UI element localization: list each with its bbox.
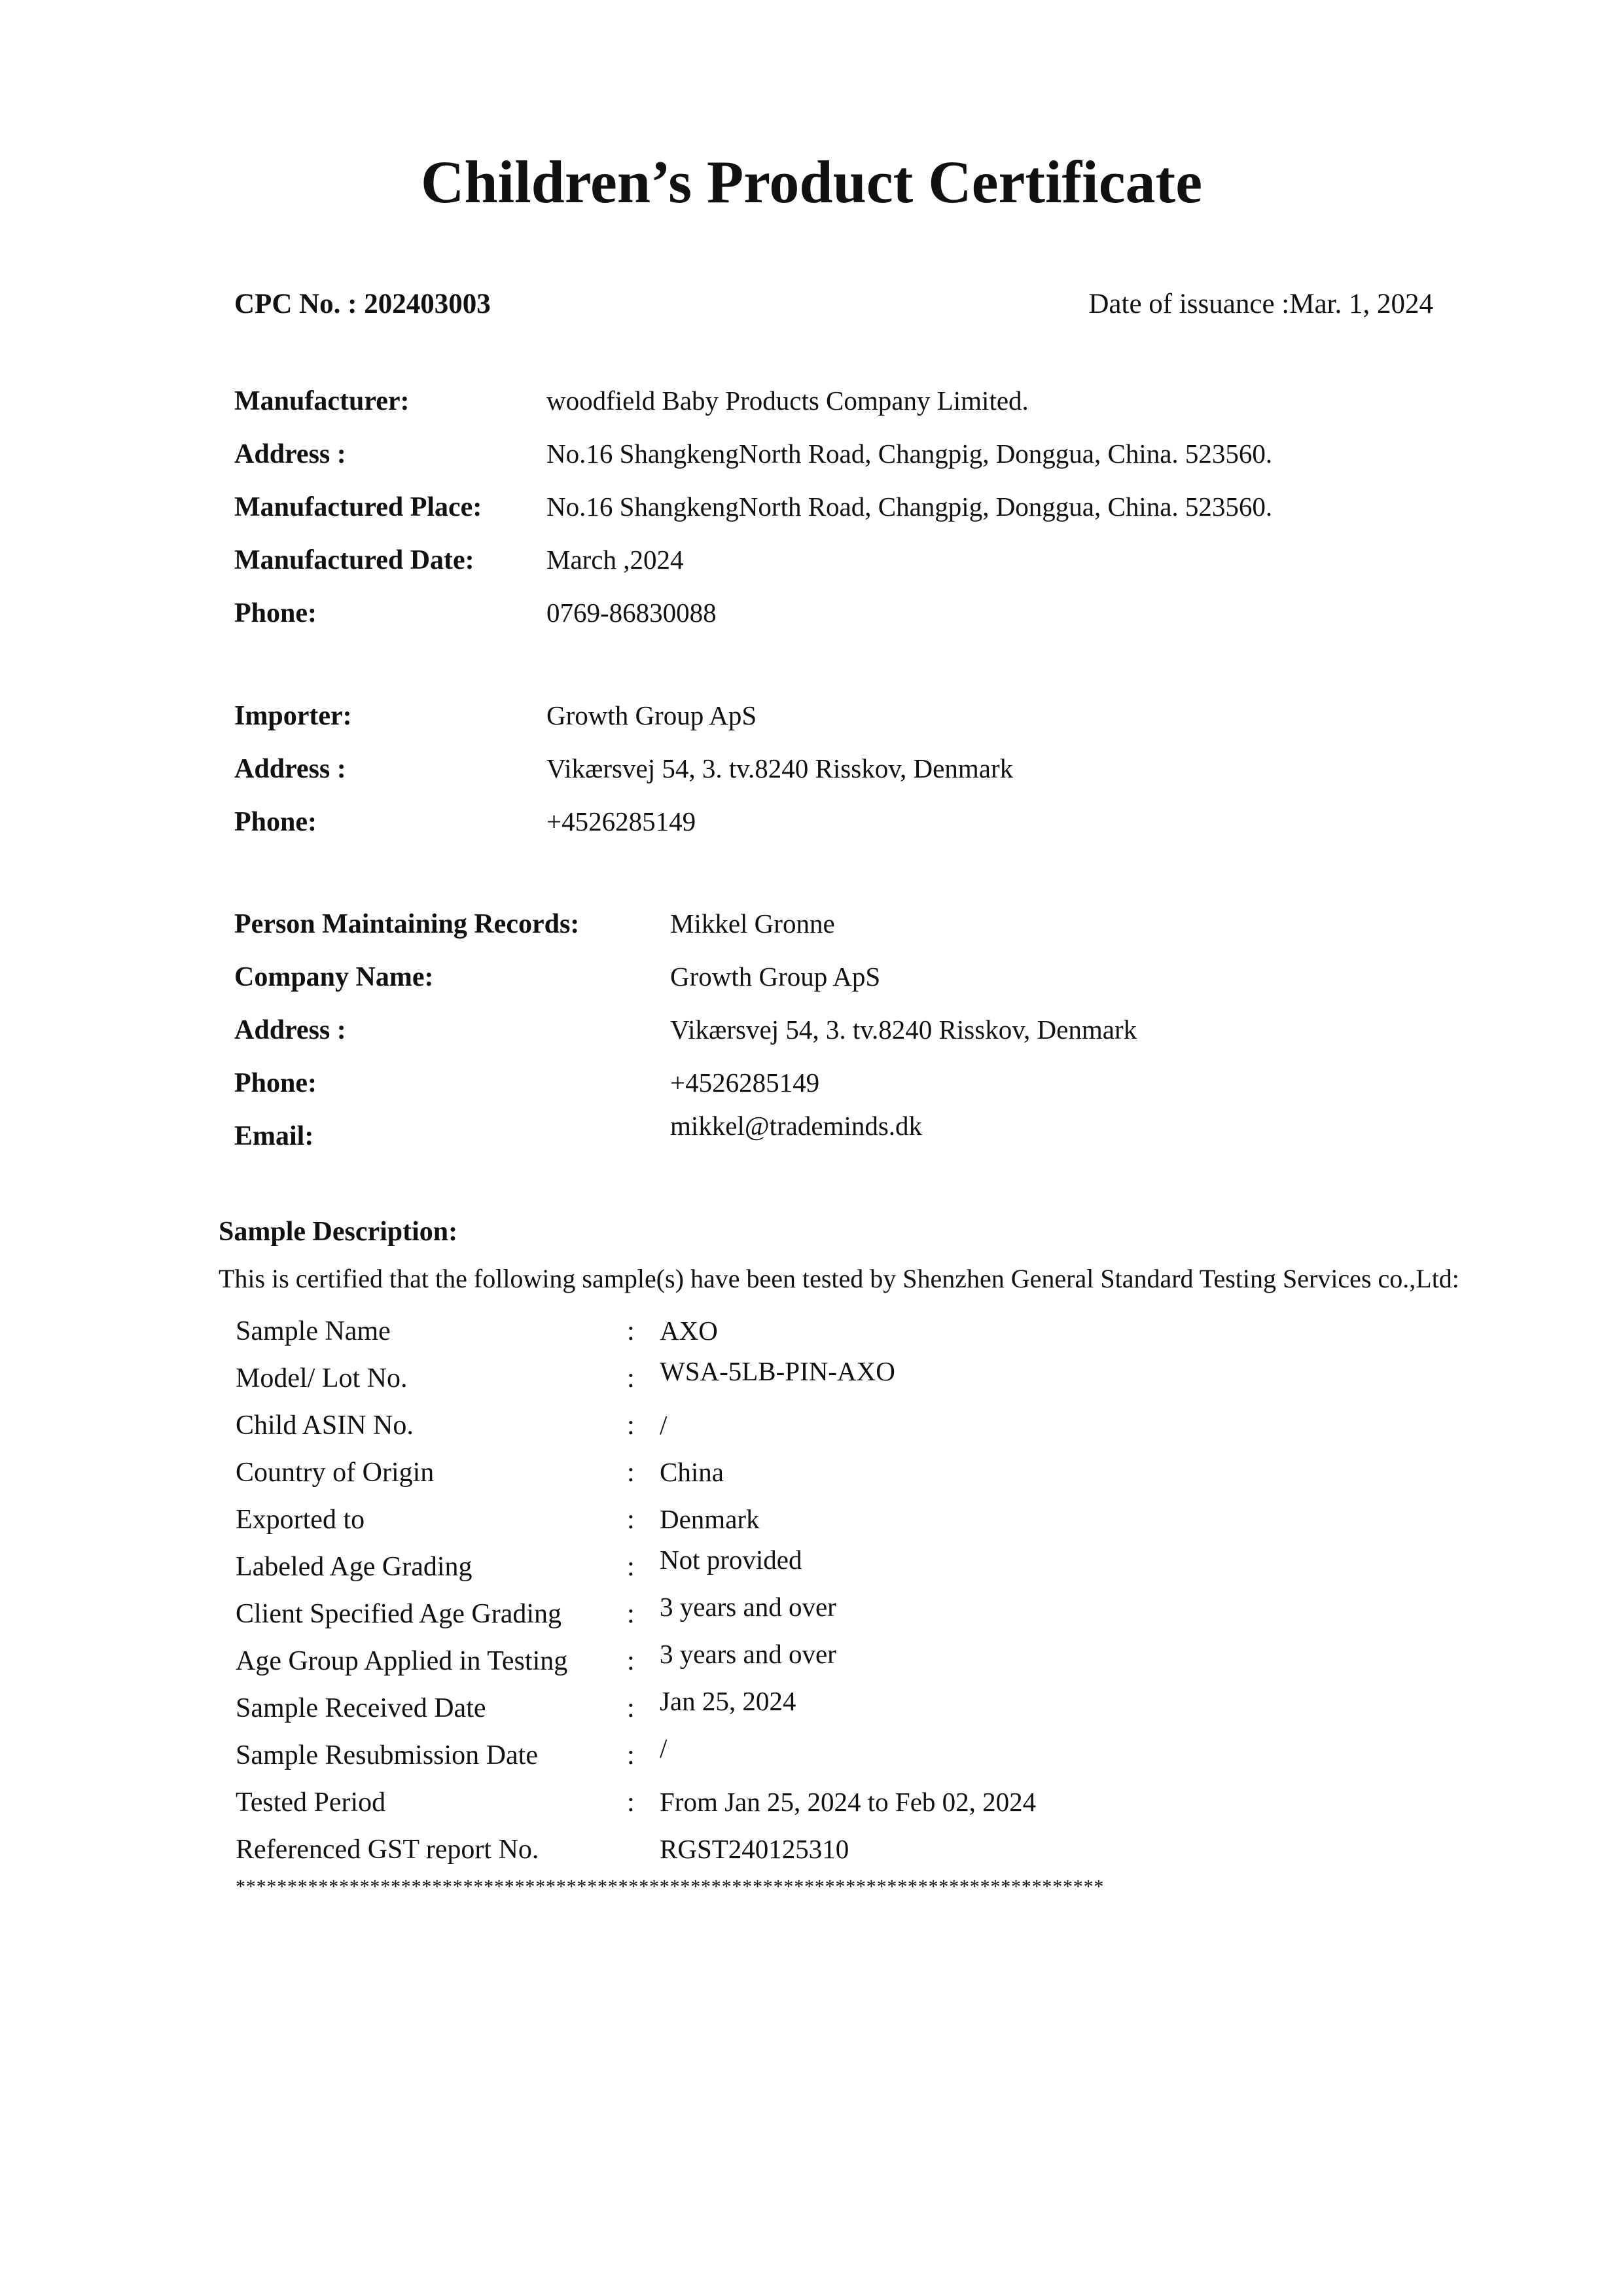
sample-name-value: AXO xyxy=(660,1316,718,1346)
labeled-age-label: Labeled Age Grading xyxy=(236,1552,473,1582)
resubmission-date-colon: : xyxy=(627,1740,635,1770)
resubmission-date-value: / xyxy=(660,1733,668,1763)
separator-line: ************************************************************************************ xyxy=(236,1876,1105,1897)
child-asin-label: Child ASIN No. xyxy=(236,1410,414,1441)
manufacturer-label: Manufacturer: xyxy=(234,386,410,416)
importer-phone-label: Phone: xyxy=(234,807,317,837)
sample-name-colon: : xyxy=(627,1316,635,1346)
records-person-value: Mikkel Gronne xyxy=(670,908,835,939)
importer-address-label: Address : xyxy=(234,754,346,784)
importer-label: Importer: xyxy=(234,701,352,731)
importer-phone-value: +4526285149 xyxy=(546,806,696,836)
sample-name-label: Sample Name xyxy=(236,1316,391,1346)
records-company-label: Company Name: xyxy=(234,962,434,992)
records-email-label: Email: xyxy=(234,1121,314,1151)
sample-description-title: Sample Description: xyxy=(219,1217,458,1247)
manufacturer-phone-value: 0769-86830088 xyxy=(546,598,717,628)
records-email-value: mikkel@trademinds.dk xyxy=(670,1111,923,1141)
manufactured-place-label: Manufactured Place: xyxy=(234,492,482,522)
cpc-number: CPC No. : 202403003 xyxy=(234,289,491,319)
received-date-colon: : xyxy=(627,1693,635,1723)
manufactured-date-value: March ,2024 xyxy=(546,545,684,575)
tested-period-value: From Jan 25, 2024 to Feb 02, 2024 xyxy=(660,1787,1037,1817)
resubmission-date-label: Sample Resubmission Date xyxy=(236,1740,538,1770)
client-age-label: Client Specified Age Grading xyxy=(236,1599,562,1629)
age-group-colon: : xyxy=(627,1646,635,1676)
age-group-label: Age Group Applied in Testing xyxy=(236,1646,568,1676)
tested-period-label: Tested Period xyxy=(236,1787,386,1818)
report-number-value: RGST240125310 xyxy=(660,1834,849,1864)
manufacturer-address-value: No.16 ShangkengNorth Road, Changpig, Donggua, China. 523560. xyxy=(546,439,1273,469)
client-age-value: 3 years and over xyxy=(660,1592,836,1622)
importer-address-value: Vikærsvej 54, 3. tv.8240 Risskov, Denmark xyxy=(546,753,1014,783)
importer-value: Growth Group ApS xyxy=(546,700,757,730)
date-of-issuance: Date of issuance :Mar. 1, 2024 xyxy=(1088,289,1433,319)
model-lot-value: WSA-5LB-PIN-AXO xyxy=(660,1356,895,1386)
country-of-origin-colon: : xyxy=(627,1458,635,1488)
exported-to-colon: : xyxy=(627,1505,635,1535)
labeled-age-colon: : xyxy=(627,1552,635,1582)
received-date-label: Sample Received Date xyxy=(236,1693,486,1723)
child-asin-value: / xyxy=(660,1410,668,1440)
country-of-origin-value: China xyxy=(660,1457,724,1487)
manufacturer-address-label: Address : xyxy=(234,439,346,469)
records-phone-label: Phone: xyxy=(234,1068,317,1098)
report-number-label: Referenced GST report No. xyxy=(236,1835,539,1865)
manufactured-place-value: No.16 ShangkengNorth Road, Changpig, Donggua, China. 523560. xyxy=(546,492,1273,522)
client-age-colon: : xyxy=(627,1599,635,1629)
records-person-label: Person Maintaining Records: xyxy=(234,909,580,939)
received-date-value: Jan 25, 2024 xyxy=(660,1686,796,1716)
page-title: Children’s Product Certificate xyxy=(420,149,1203,215)
age-group-value: 3 years and over xyxy=(660,1639,836,1669)
exported-to-value: Denmark xyxy=(660,1504,760,1534)
records-phone-value: +4526285149 xyxy=(670,1067,820,1098)
manufacturer-phone-label: Phone: xyxy=(234,598,317,628)
child-asin-colon: : xyxy=(627,1410,635,1441)
country-of-origin-label: Country of Origin xyxy=(236,1458,435,1488)
manufactured-date-label: Manufactured Date: xyxy=(234,545,474,575)
records-address-value: Vikærsvej 54, 3. tv.8240 Risskov, Denmark xyxy=(670,1014,1137,1045)
labeled-age-value: Not provided xyxy=(660,1545,802,1575)
records-address-label: Address : xyxy=(234,1015,346,1045)
manufacturer-value: woodfield Baby Products Company Limited. xyxy=(546,386,1029,416)
tested-period-colon: : xyxy=(627,1787,635,1818)
model-lot-label: Model/ Lot No. xyxy=(236,1363,408,1393)
exported-to-label: Exported to xyxy=(236,1505,365,1535)
records-company-value: Growth Group ApS xyxy=(670,961,881,992)
sample-description-intro: This is certified that the following sample(s) have been tested by Shenzhen General Standard Testing Services co.,Ltd: xyxy=(219,1264,1459,1293)
model-lot-colon: : xyxy=(627,1363,635,1393)
